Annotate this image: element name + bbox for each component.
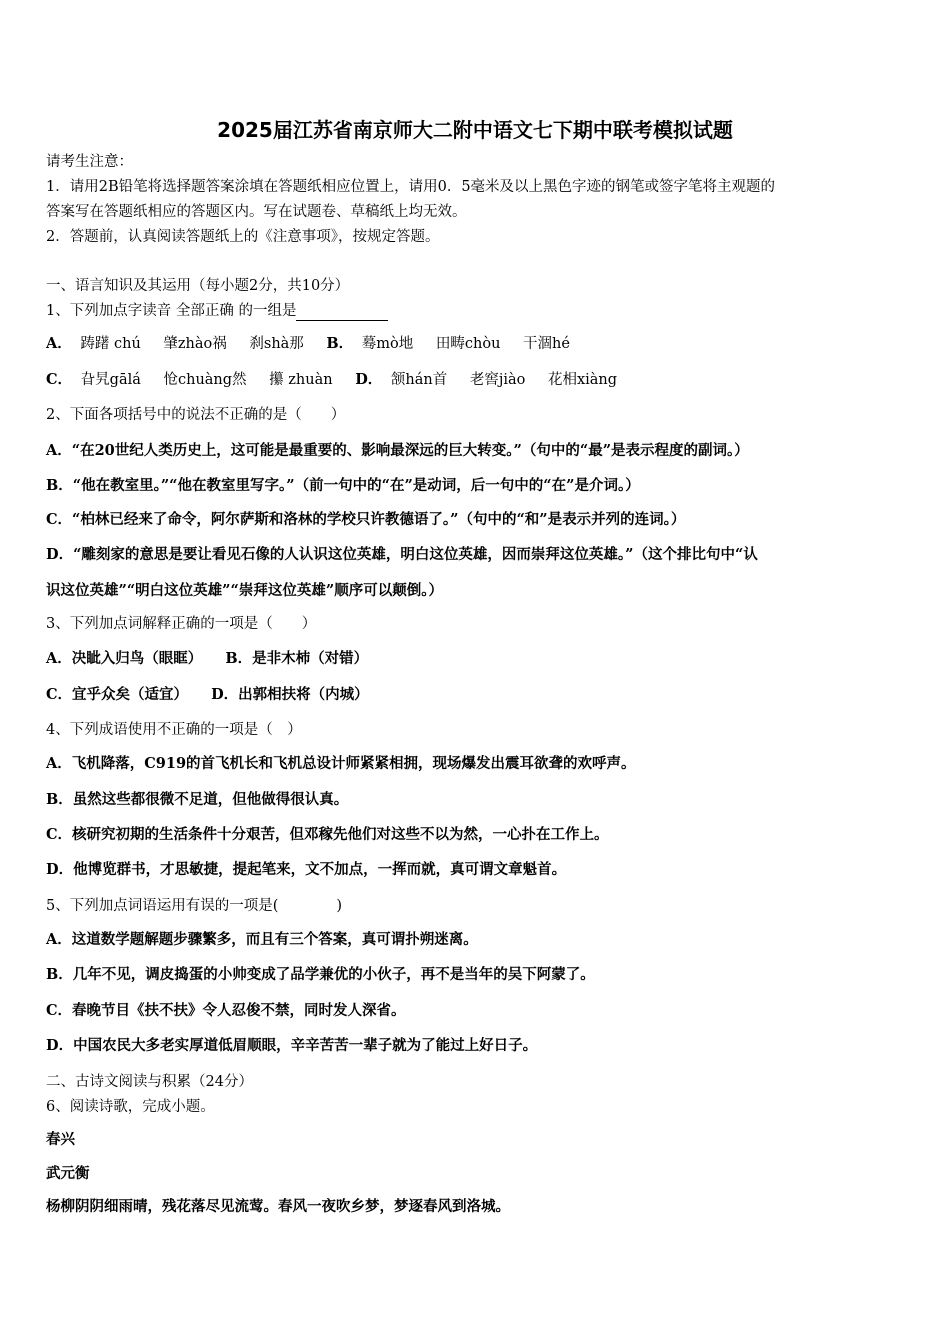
question-2-stem: 2、下面各项括号中的说法不正确的是（ ）	[46, 407, 346, 423]
question-4-option-d: D．他博览群书，才思敏捷，提起笔来，文不加点，一挥而就，真可谓文章魁首。	[46, 861, 567, 878]
option-label-d: D．	[355, 371, 383, 388]
section-1-heading: 一、语言知识及其运用（每小题2分，共10分）	[46, 278, 350, 294]
question-1-options-ab	[46, 334, 906, 354]
option-a-word-2: 肇zhào祸	[163, 336, 227, 352]
option-b-word-2: 田畴chòu	[435, 336, 501, 352]
page-title: 2025届江苏省南京师大二附中语文七下期中联考模拟试题	[217, 118, 733, 142]
question-3-options-cd	[46, 685, 906, 705]
question-4-stem: 4、下列成语使用不正确的一项是（ ）	[46, 722, 302, 738]
question-2-option-d-line-2: 识这位英雄”“明白这位英雄”“崇拜这位英雄”顺序可以颠倒。）	[46, 582, 443, 599]
question-1-stem	[46, 301, 906, 321]
question-5-option-d: D．中国农民大多老实厚道低眉顺眼，辛辛苦苦一辈子就为了能过上好日子。	[46, 1037, 538, 1054]
question-6-stem: 6、阅读诗歌，完成小题。	[46, 1099, 215, 1115]
question-3-stem: 3、下列加点词解释正确的一项是（ ）	[46, 616, 317, 632]
question-1-options-cd	[46, 370, 906, 390]
question-5-stem: 5、下列加点词语运用有误的一项是( )	[46, 898, 343, 914]
poem-text: 杨柳阴阴细雨晴，残花落尽见流莺。春风一夜吹乡梦，梦逐春风到洛城。	[46, 1198, 510, 1215]
question-2-option-b: B．“他在教室里。”“他在教室里写字。”（前一句中的“在”是动词，后一句中的“在”是介词。）	[46, 477, 640, 494]
option-d-word-3: 花相xiàng	[547, 372, 618, 388]
option-c-word-1: 旮旯gālá	[80, 372, 141, 388]
option-a-word-3: 刹shà那	[249, 336, 304, 352]
question-4-option-c: C．核研究初期的生活条件十分艰苦，但邓稼先他们对这些不以为然，一心扑在工作上。	[46, 826, 609, 843]
question-2-option-d-line-1: D．“雕刻家的意思是要让看见石像的人认识这位英雄，明白这位英雄，因而崇拜这位英雄。”（这个排比句中“认	[46, 546, 758, 563]
option-label-b: B．	[326, 335, 354, 352]
notice-item-1-line-1: 1．请用2B铅笔将选择题答案涂填在答题纸相应位置上，请用0．5毫米及以上黑色字迹的钢笔或签字笔将主观题的	[46, 179, 776, 195]
section-2-heading: 二、古诗文阅读与积累（24分）	[46, 1074, 253, 1090]
notice-heading: 请考生注意：	[46, 154, 133, 170]
question-2-option-c: C．“柏林已经来了命令，阿尔萨斯和洛林的学校只许教德语了。”（句中的“和”是表示并列的连词。）	[46, 511, 686, 528]
question-3-option-d: D．出郭相扶将（内城）	[211, 686, 369, 703]
notice-item-1-line-2: 答案写在答题纸相应的答题区内。写在试题卷、草稿纸上均无效。	[46, 204, 467, 220]
question-3-option-a: A．决眦入归鸟（眼眶）	[46, 650, 203, 667]
option-b-word-1: 蓦mò地	[361, 336, 414, 352]
option-label-c: C．	[46, 371, 73, 388]
poem-title: 春兴	[46, 1131, 75, 1148]
question-5-option-a: A．这道数学题解题步骤繁多，而且有三个答案，真可谓扑朔迷离。	[46, 931, 478, 948]
option-label-a: A．	[46, 335, 72, 352]
option-c-word-2: 怆chuàng然	[163, 372, 247, 388]
question-3-option-b: B．是非木杮（对错）	[225, 650, 369, 667]
question-3-option-c: C．宜乎众矣（适宜）	[46, 686, 189, 703]
option-a-word-1: 踌躇 chú	[80, 336, 141, 352]
option-b-word-3: 干涸hé	[523, 336, 570, 352]
option-d-word-2: 老窖jiào	[469, 372, 526, 388]
question-5-option-b: B．几年不见，调皮捣蛋的小帅变成了品学兼优的小伙子，再不是当年的吴下阿蒙了。	[46, 966, 595, 983]
question-3-options-ab	[46, 649, 906, 669]
question-2-option-a: A．“在20世纪人类历史上，这可能是最重要的、影响最深远的巨大转变。”（句中的“最”是表示程度的副词。）	[46, 442, 749, 459]
question-1-stem-text: 1、下列加点字读音 全部正确 的一组是	[46, 303, 297, 319]
option-d-word-1: 颔hán首	[390, 372, 448, 388]
answer-blank	[296, 306, 388, 321]
notice-item-2: 2．答题前，认真阅读答题纸上的《注意事项》，按规定答题。	[46, 229, 440, 245]
question-5-option-c: C．春晚节目《扶不扶》令人忍俊不禁，同时发人深省。	[46, 1002, 406, 1019]
poem-author: 武元衡	[46, 1165, 90, 1182]
question-4-option-a: A．飞机降落，C919的首飞机长和飞机总设计师紧紧相拥，现场爆发出震耳欲聋的欢呼声。	[46, 755, 636, 772]
option-c-word-3: 攥 zhuàn	[269, 372, 333, 388]
question-4-option-b: B．虽然这些都很微不足道，但他做得很认真。	[46, 791, 349, 808]
